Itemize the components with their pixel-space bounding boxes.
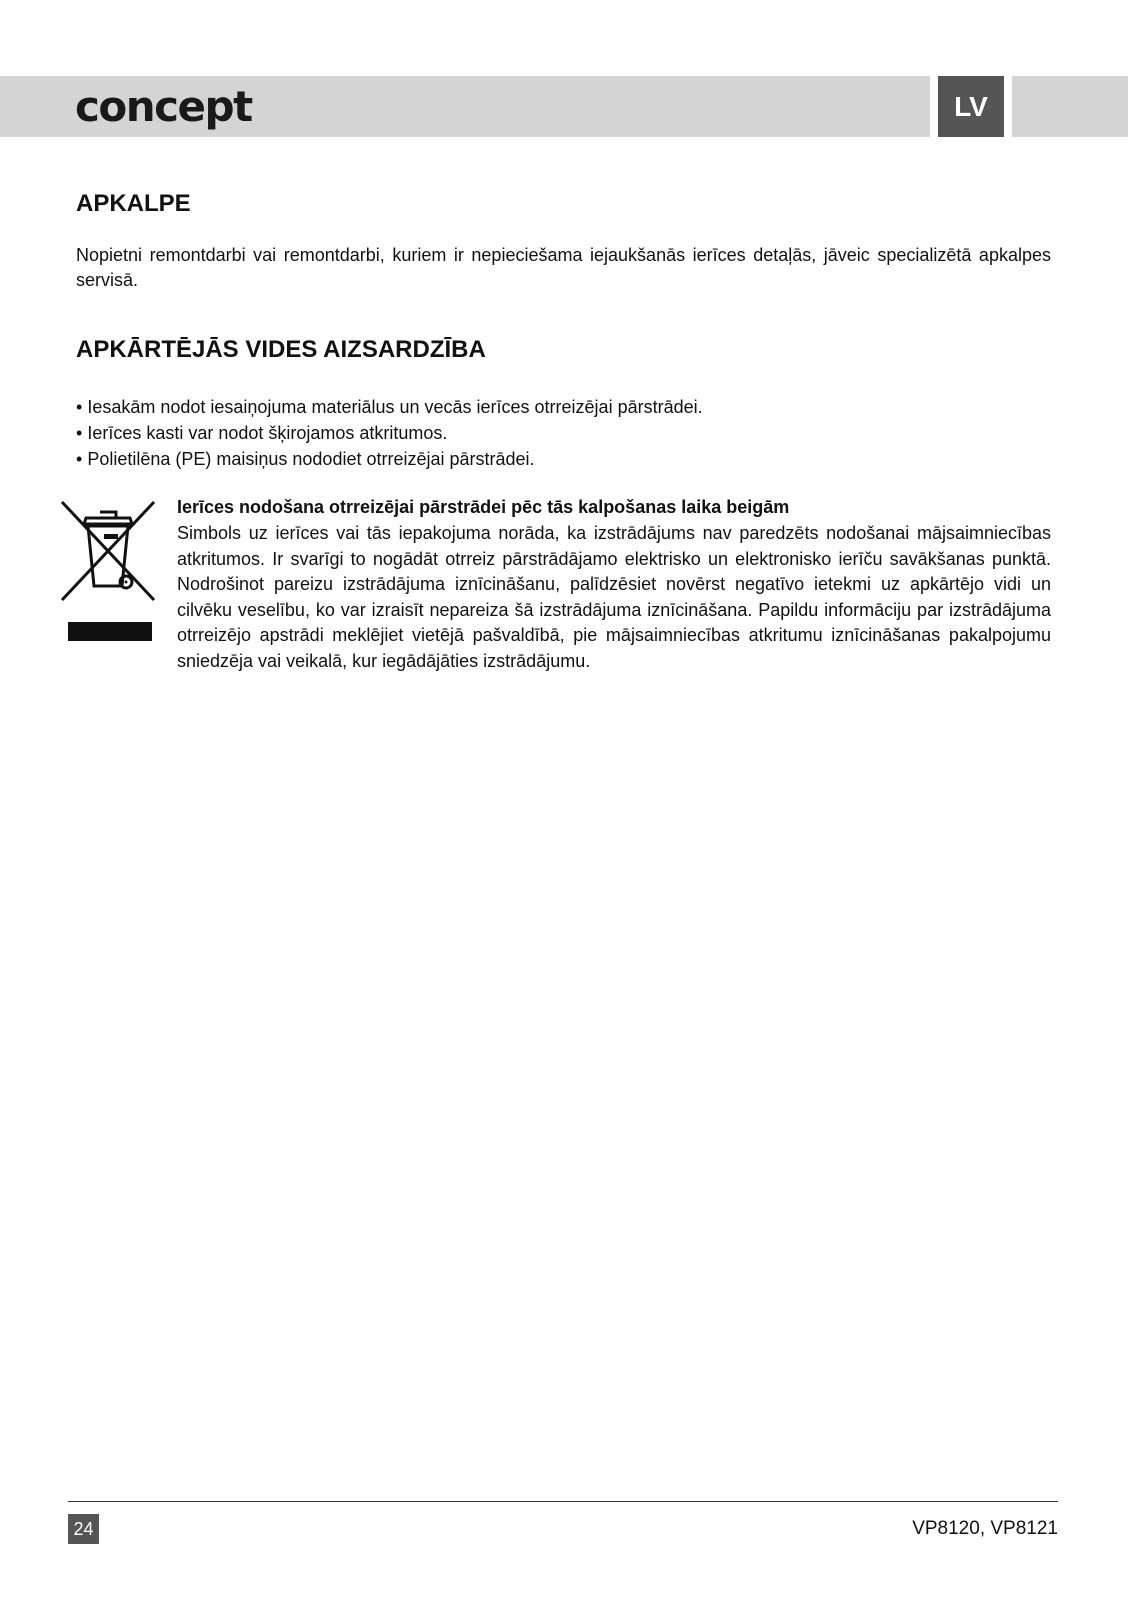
crossed-out-wheelie-bin-icon xyxy=(58,500,158,650)
model-numbers: VP8120, VP8121 xyxy=(912,1518,1058,1539)
service-title: APKALPE xyxy=(76,190,191,217)
environment-bullet-list xyxy=(76,394,703,472)
environment-title: APKĀRTĒJĀS VIDES AIZSARDZĪBA xyxy=(76,336,486,363)
header-divider xyxy=(1004,76,1012,137)
language-badge: LV xyxy=(938,76,1004,137)
disposal-text: Simbols uz ierīces vai tās iepakojuma norāda, ka izstrādājums nav paredzēts nodošanai mājsaimniecības atkritumos. Ir svarīgi to nogādāt otrreiz pārstrādājamo elektrisko un elektronisko ierīču savākšanas punktā. Nodrošinot pareizu izstrādājuma iznīcināšanu, palīdzēsiet novērst negatīvo ietekmi uz apkārtējo vidi un cilvēku veselību, ko var izraisīt nepareiza šā izstrādājuma iznīcināšana. Papildu informāciju par izstrādājuma otrreizējo apstrādi meklējiet vietējā pašvaldībā, pie mājsaimniecības atkritumu iznīcināšanas pakalpojumu sniedzēja vai veikalā, kur iegādājāties izstrādājumu. xyxy=(177,523,1051,671)
brand-logo: concept xyxy=(75,82,252,131)
list-item: • Polietilēna (PE) maisiņus nododiet otrreizējai pārstrādei. xyxy=(76,446,703,472)
disposal-title: Ierīces nodošana otrreizējai pārstrādei pēc tās kalpošanas laika beigām xyxy=(177,497,790,517)
footer-divider xyxy=(68,1501,1058,1502)
header-divider xyxy=(930,76,938,137)
list-item: • Iesakām nodot iesaiņojuma materiālus un vecās ierīces otrreizējai pārstrādei. xyxy=(76,394,703,420)
list-item: • Ierīces kasti var nodot šķirojamos atkritumos. xyxy=(76,420,703,446)
page-number: 24 xyxy=(68,1514,99,1544)
service-text: Nopietni remontdarbi vai remontdarbi, kuriem ir nepieciešama iejaukšanās ierīces detaļās, jāveic specializētā apkalpes servisā. xyxy=(76,245,1051,290)
